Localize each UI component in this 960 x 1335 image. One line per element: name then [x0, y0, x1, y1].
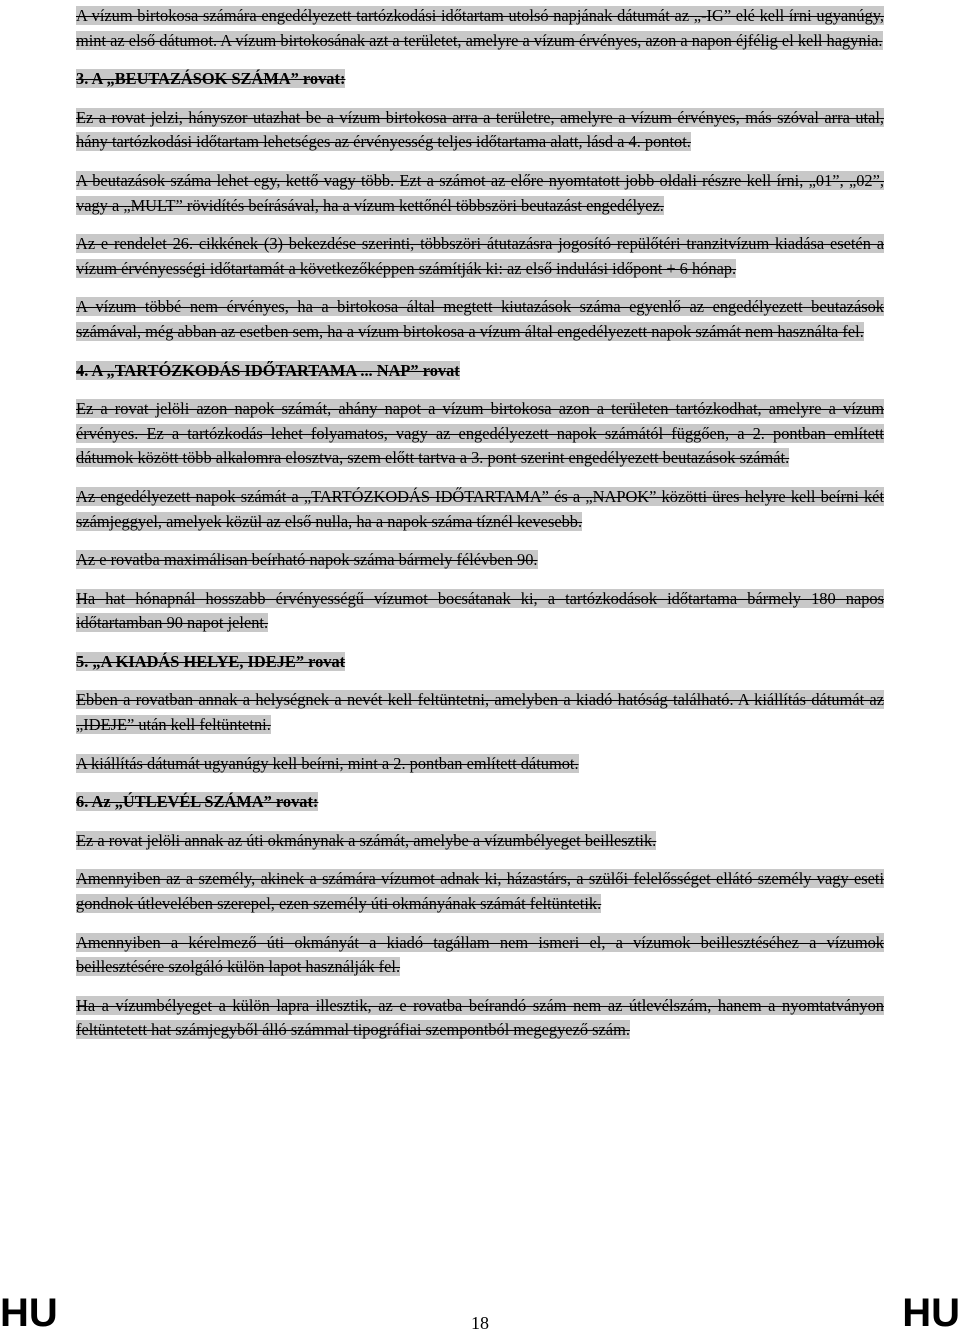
paragraph-issue-date-format: A kiállítás dátumát ugyanúgy kell beírni, mint a 2. pontban említett dátumot.: [76, 753, 579, 773]
paragraph-six-months: Ha hat hónapnál hosszabb érvényességű vízumot bocsátanak ki, a tartózkodások időtartama bármely 180 napos időtartamban 90 napot jelent.: [76, 588, 884, 633]
paragraph-airport-transit: Az e rendelet 26. cikkének (3) bekezdése szerinti, többszöri átutazásra jogosító repülőtéri tranzitvízum kiadása esetén a vízum érvényességi időtartamát a következőképpen számítják ki: az első indulási időpont + 6 hónap.: [76, 234, 884, 278]
heading-issue-place-date: 5. „A KIADÁS HELYE, IDEJE” rovat: [76, 651, 346, 671]
paragraph-ig-date: A vízum birtokosa számára engedélyezett tartózkodási időtartam utolsó napjának dátumát az „-IG” elé kell írni ugyanúgy, mint az első dátumot. A vízum birtokosának azt a területet, amelyre a vízum érvényes, azon a napon éjfélig el kell hagynia.: [76, 6, 884, 50]
paragraph-separate-sheet: Amennyiben a kérelmező úti okmányát a kiadó tagállam nem ismeri el, a vízumok beillesztéséhez a vízumok beillesztésére szolgáló külön lapot használják fel.: [76, 932, 884, 977]
paragraph-entries-values: A beutazások száma lehet egy, kettő vagy több. Ezt a számot az előre nyomtatott jobb oldali részre kell írni, „01”, „02”, vagy a „MULT” rövidítés beírásával, ha a vízum kettőnél többszöri beutazást engedélyez.: [76, 170, 884, 215]
heading-passport-number: 6. Az „ÚTLEVÉL SZÁMA” rovat:: [76, 792, 319, 812]
paragraph-passport-number: Ez a rovat jelöli annak az úti okmánynak a számát, amelybe a vízumbélyeget beillesztik.: [76, 830, 657, 850]
paragraph-sheet-number: Ha a vízumbélyeget a külön lapra illesztik, az e rovatba beírandó szám nem az útlevélszám, hanem a nyomtatványon feltüntetett hat számjegyből álló számmal tipográfiai szempontból megegyező szám.: [76, 995, 884, 1040]
paragraph-visa-invalid: A vízum többé nem érvényes, ha a birtokosa által megtett kiutazások száma egyenlő az engedélyezett beutazások számával, még abban az esetben sem, ha a vízum birtokosa a vízum által engedélyezett napok számát nem használta fel.: [76, 297, 884, 341]
paragraph-max-days: Az e rovatba maximálisan beírható napok száma bármely félévben 90.: [76, 550, 538, 570]
heading-entries-count: 3. A „BEUTAZÁSOK SZÁMA” rovat:: [76, 69, 346, 89]
paragraph-spouse-passport: Amennyiben az a személy, akinek a számára vízumot adnak ki, házastárs, a szülői felelősséget ellátó személy vagy eseti gondnok útlevelében szerepel, ezen személy úti okmányának számát feltüntetik.: [76, 869, 884, 914]
footer-country-code-left: HU: [0, 1291, 58, 1335]
document-body: [76, 4, 884, 1057]
paragraph-entries-meaning: Ez a rovat jelzi, hányszor utazhat be a vízum birtokosa arra a területre, amelyre a vízum érvényes, más szóval arra utal, hány tartózkodási időtartam lehetséges az érvényesség teljes időtartama alatt, lásd a 4. pontot.: [76, 107, 884, 152]
paragraph-stay-days: Ez a rovat jelöli azon napok számát, ahány napot a vízum birtokosa azon a területen tartózkodhat, amelyre a vízum érvényes. Ez a tartózkodás lehet folyamatos, vagy az engedélyezett napok számától függően, a 2. pontban említett dátumok között több alkalomra elosztva, szem előtt tartva a 3. pont szerint engedélyezett beutazások számát.: [76, 399, 884, 468]
paragraph-days-format: Az engedélyezett napok számát a „TARTÓZKODÁS IDŐTARTAMA” és a „NAPOK” közötti üres helyre kell beírni két számjeggyel, amelyek közül az első nulla, ha a napok száma tíznél kevesebb.: [76, 486, 884, 531]
footer-country-code-right: HU: [902, 1291, 960, 1335]
page-number: 18: [471, 1313, 489, 1333]
paragraph-issuing-place: Ebben a rovatban annak a helységnek a nevét kell feltüntetni, amelyben a kiadó hatóság található. A kiállítás dátumát az „IDEJE” után kell feltüntetni.: [76, 690, 884, 735]
heading-stay-duration: 4. A „TARTÓZKODÁS IDŐTARTAMA ... NAP” rovat: [76, 360, 460, 380]
